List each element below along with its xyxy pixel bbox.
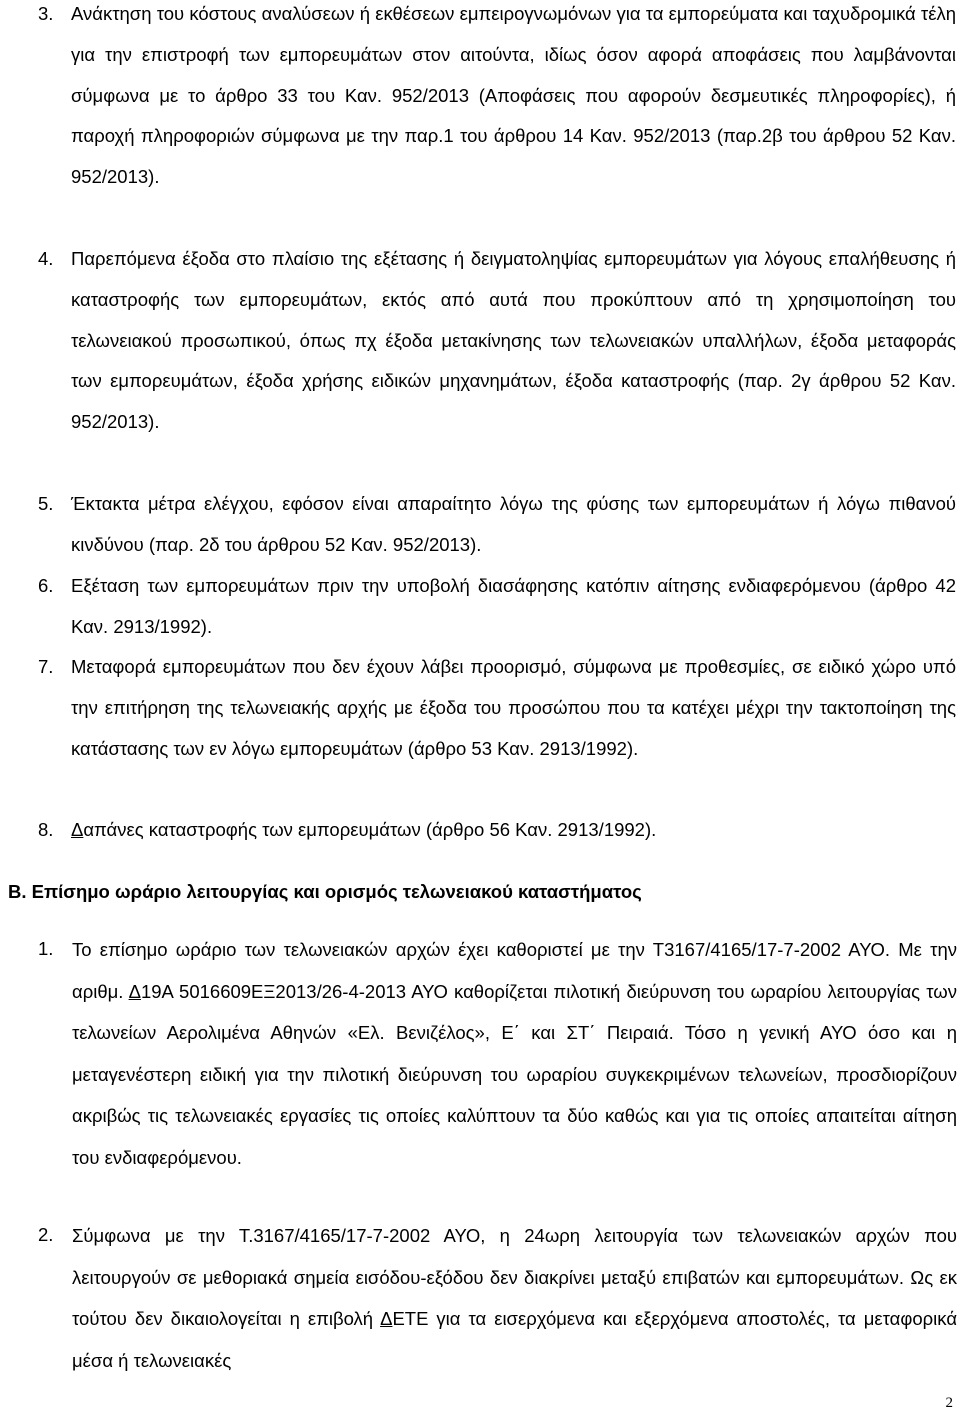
section-b-heading: Β. Επίσημο ωράριο λειτουργίας και ορισμός τελωνειακού καταστήματος [8, 881, 642, 902]
item-text [72, 929, 957, 1178]
underlined-letter: Δ [128, 980, 141, 1002]
item-text: Μεταφορά εμπορευμάτων που δεν έχουν λάβει προορισμό, σύμφωνα με προθεσμίες, σε ειδικό χώρο υπό την επιτήρηση της τελωνειακής αρχής με έξοδα του προσώπου που τα κατέχει μέχρι την τακτοποίηση της κατάστασης των εν λόγω εμπορευμάτων (άρθρο 53 Καν. 2913/1992). [71, 656, 956, 759]
item-text: Παρεπόμενα έξοδα στο πλαίσιο της εξέτασης ή δειγματοληψίας εμπορευμάτων για λόγους επαλήθευσης ή καταστροφής των εμπορευμάτων, εκτός από αυτά που προκύπτουν από τη χρησιμοποίηση του τελωνειακού προσωπικού, όπως πχ έξοδα μετακίνησης των τελωνειακών υπαλλήλων, έξοδα μεταφοράς των εμπορευμάτων, έξοδα χρήσης ειδικών μηχανημάτων, έξοδα καταστροφής (παρ. 2γ άρθρου 52 Καν. 952/2013). [71, 248, 956, 433]
underlined-letter: Δ [380, 1308, 393, 1329]
item-number: 2. [38, 1224, 54, 1245]
item-text: Έκτακτα μέτρα ελέγχου, εφόσον είναι απαραίτητο λόγω της φύσης των εμπορευμάτων ή λόγω πιθανού κινδύνου (παρ. 2δ του άρθρου 52 Καν. 952/2013). [71, 493, 956, 555]
item-number: 4. [38, 248, 54, 269]
item-text: Ανάκτηση του κόστους αναλύσεων ή εκθέσεων εμπειρογνωμόνων για τα εμπορεύματα και ταχυδρομικά τέλη για την επιστροφή των εμπορευμάτων στον αιτούντα, ιδίως όσον αφορά αποφάσεις που λαμβάνονται σύμφωνα με το άρθρο 33 του Καν. 952/2013 (Αποφάσεις που αφορούν δεσμευτικές πληροφορίες), ή παροχή πληροφοριών σύμφωνα με την παρ.1 του άρθρου 14 Καν. 952/2013 (παρ.2β του άρθρου 52 Καν. 952/2013). [71, 3, 956, 188]
item-text-part2: 19Α 5016609ΕΞ2013/26-4-2013 ΑΥΟ καθορίζεται πιλοτική διεύρυνση του ωραρίου λειτουργίας των τελωνείων Αερολιμένα Αθηνών «Ελ. Βενιζέλος», Ε΄ και ΣΤ΄ Πειραιά. Τόσο η γενική ΑΥΟ όσο και η μεταγενέστερη ειδική για την πιλοτική διεύρυνση του ωραρίου συγκεκριμένων τελωνείων, προσδιορίζουν ακριβώς τις τελωνειακές εργασίες τις οποίες καλύπτουν τα δύο καθώς και για τις οποίες απαιτείται αίτηση του ενδιαφερόμενου. [72, 980, 957, 1168]
item-text-part1: Το επίσημο ωράριο των τελωνειακών αρχών έχει καθοριστεί με την Τ3167/4165/17-7-2002 ΑΥΟ. Με την αριθμ. [72, 939, 957, 1002]
item-text [72, 1215, 957, 1381]
item-number: 1. [38, 938, 54, 959]
underlined-letter: Δ [71, 819, 84, 840]
item-text-rest: απάνες καταστροφής των εμπορευμάτων (άρθρο 56 Καν. 2913/1992). [83, 819, 657, 840]
item-text-part1: Σύμφωνα με την Τ.3167/4165/17-7-2002 ΑΥΟ, η 24ωρη λειτουργία των τελωνειακών αρχών που λειτουργούν σε μεθοριακά σημεία εισόδου-εξόδου δεν διακρίνει μεταξύ επιβατών και εμπορευμάτων. Ως εκ τούτου δεν δικαιολογείται η επιβολή [72, 1225, 957, 1329]
item-number: 3. [38, 3, 54, 24]
page-number: 2 [945, 1395, 953, 1411]
item-number: 7. [38, 656, 54, 677]
item-number: 5. [38, 493, 54, 514]
item-number: 6. [38, 575, 54, 596]
item-text: Εξέταση των εμπορευμάτων πριν την υποβολή διασάφησης κατόπιν αίτησης ενδιαφερόμενου (άρθρο 42 Καν. 2913/1992). [71, 575, 956, 637]
item-text [71, 810, 956, 851]
item-number: 8. [38, 819, 54, 840]
item-text-part2: ΕΤΕ για τα εισερχόμενα και εξερχόμενα αποστολές, τα μεταφορικά μέσα ή τελωνειακές [72, 1308, 958, 1371]
